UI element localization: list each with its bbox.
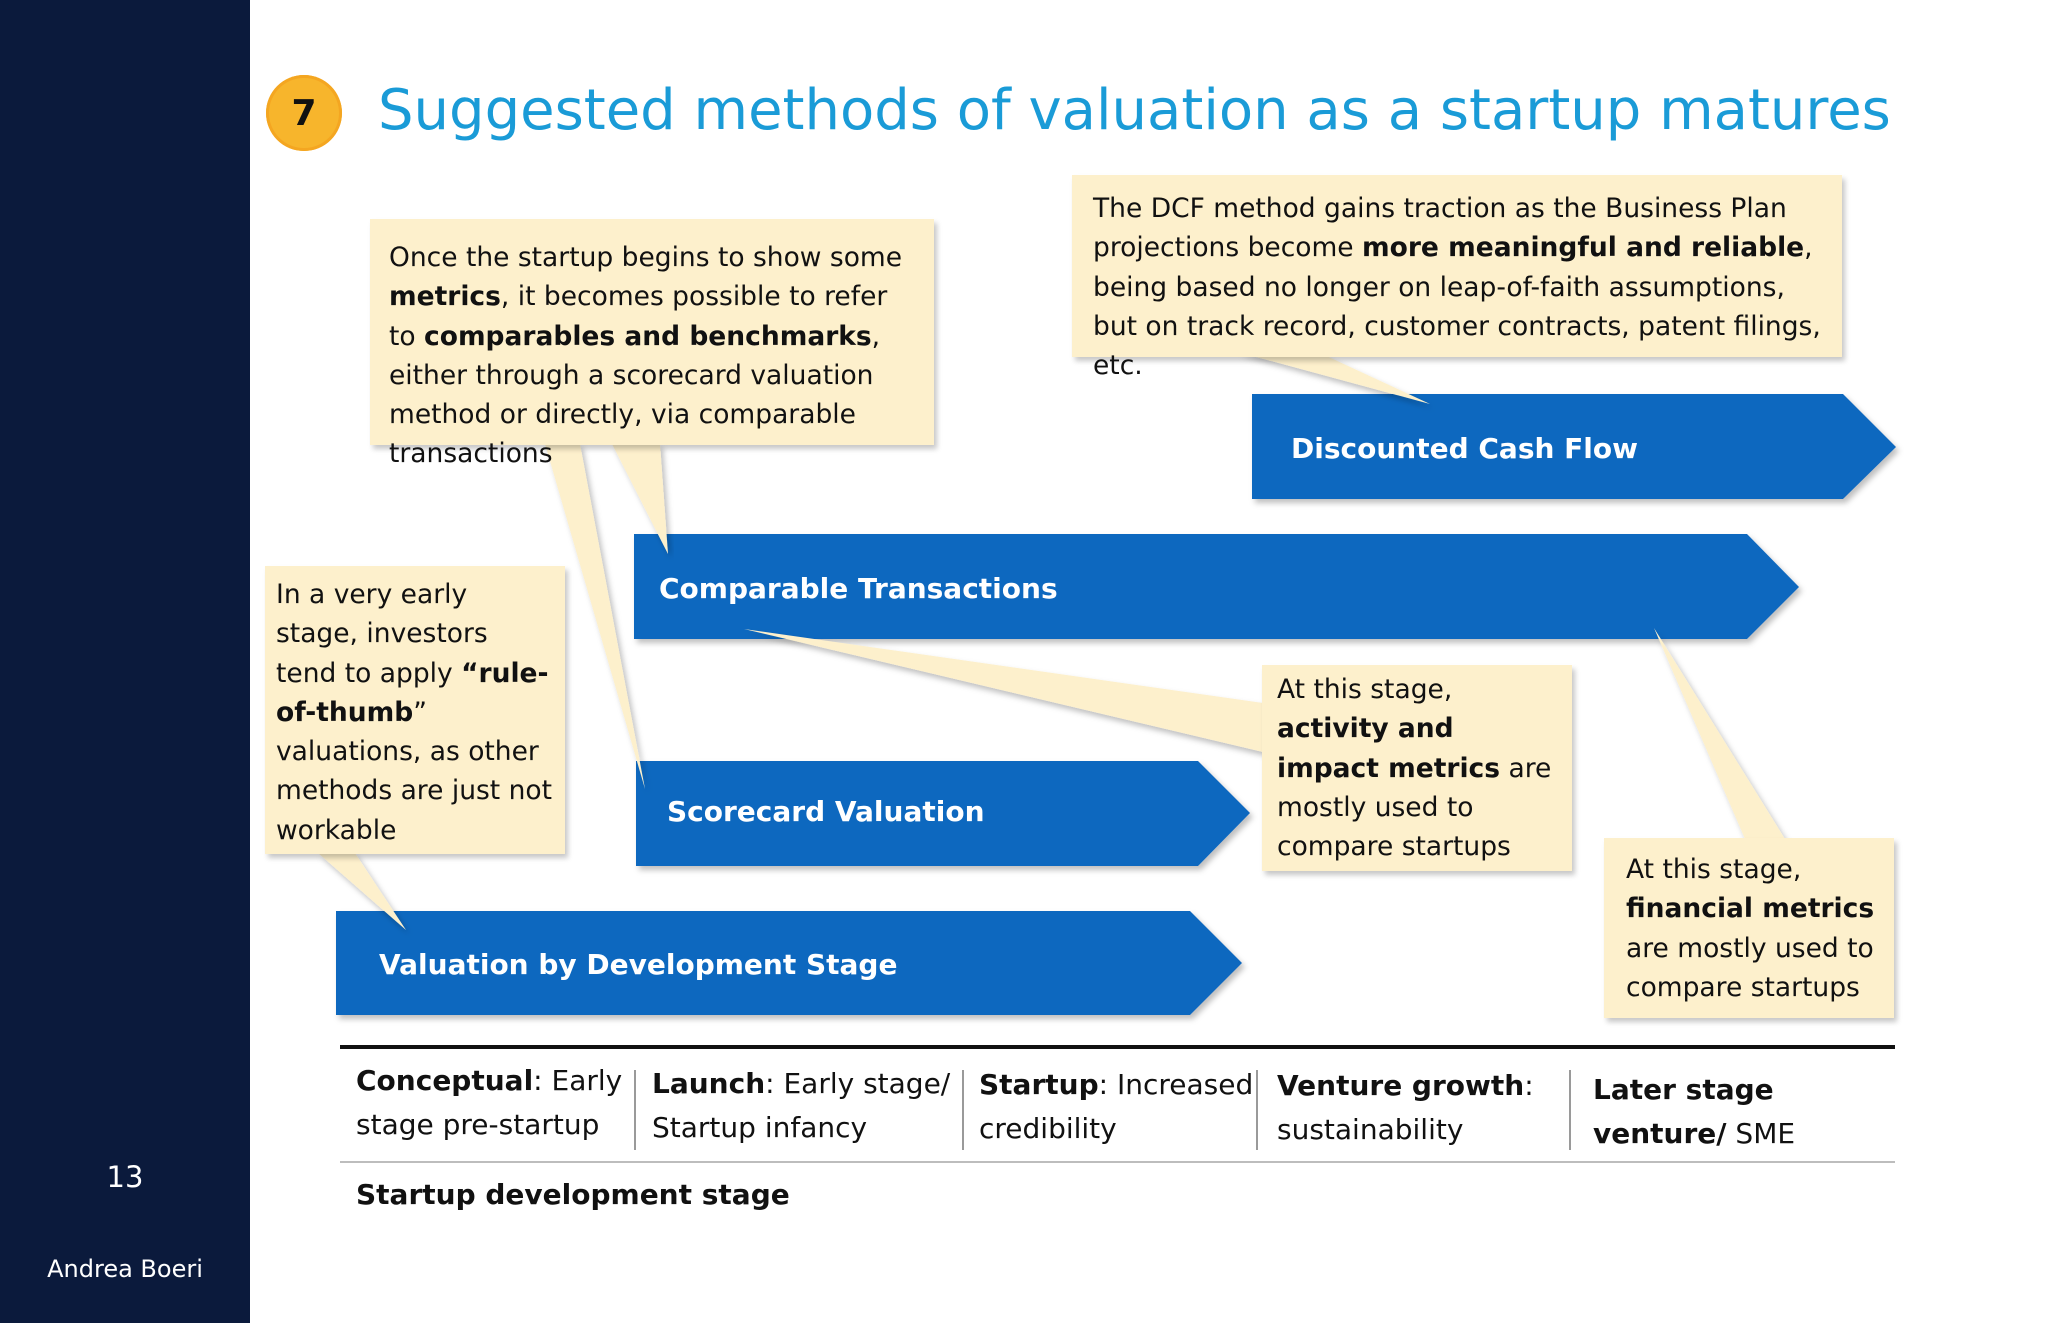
timeline-caption: Startup development stage <box>356 1178 790 1211</box>
callout-metrics: Once the startup begins to show some metrics, it becomes possible to refer to comparables and benchmarks, either through a scorecard valuation method or directly, via comparable transactions <box>370 219 934 445</box>
slide-title: Suggested methods of valuation as a startup matures <box>378 78 1891 143</box>
callout-activity-metrics: At this stage, activity and impact metrics are mostly used to compare startups <box>1262 665 1572 871</box>
callout-financial-metrics: At this stage, financial metrics are mostly used to compare startups <box>1604 838 1894 1018</box>
stage-divider <box>1569 1070 1571 1150</box>
section-badge: 7 <box>266 75 342 151</box>
stage-startup: Startup: Increased credibility <box>979 1068 1254 1145</box>
stage-divider <box>1256 1070 1258 1150</box>
author-name: Andrea Boeri <box>47 1255 203 1283</box>
callout-early-stage: In a very early stage, investors tend to apply “rule-of-thumb” valuations, as other methods are just not workable <box>265 566 565 854</box>
label-scorecard-valuation: Scorecard Valuation <box>667 795 985 828</box>
callout-dcf: The DCF method gains traction as the Business Plan projections become more meaningful and reliable, being based no longer on leap-of-faith assumptions, but on track record, customer contracts, patent filings, etc. <box>1072 175 1842 357</box>
stage-later-stage: Later stage venture/ SME <box>1593 1073 1796 1150</box>
label-comparable-transactions: Comparable Transactions <box>659 572 1058 605</box>
stage-divider <box>962 1070 964 1150</box>
stage-launch: Launch: Early stage/ Startup infancy <box>652 1067 951 1144</box>
stage-venture-growth: Venture growth: sustainability <box>1277 1069 1534 1146</box>
page-number: 13 <box>106 1160 144 1194</box>
stage-divider <box>634 1070 636 1150</box>
label-discounted-cash-flow: Discounted Cash Flow <box>1291 432 1638 465</box>
pointer-activity <box>744 629 1263 752</box>
timeline-bottom-rule <box>340 1161 1895 1163</box>
label-valuation-by-development-stage: Valuation by Development Stage <box>379 948 898 981</box>
timeline-top-rule <box>340 1045 1895 1049</box>
pointer-financial <box>1654 628 1785 839</box>
stage-conceptual: Conceptual: Early stage pre-startup <box>356 1064 623 1141</box>
